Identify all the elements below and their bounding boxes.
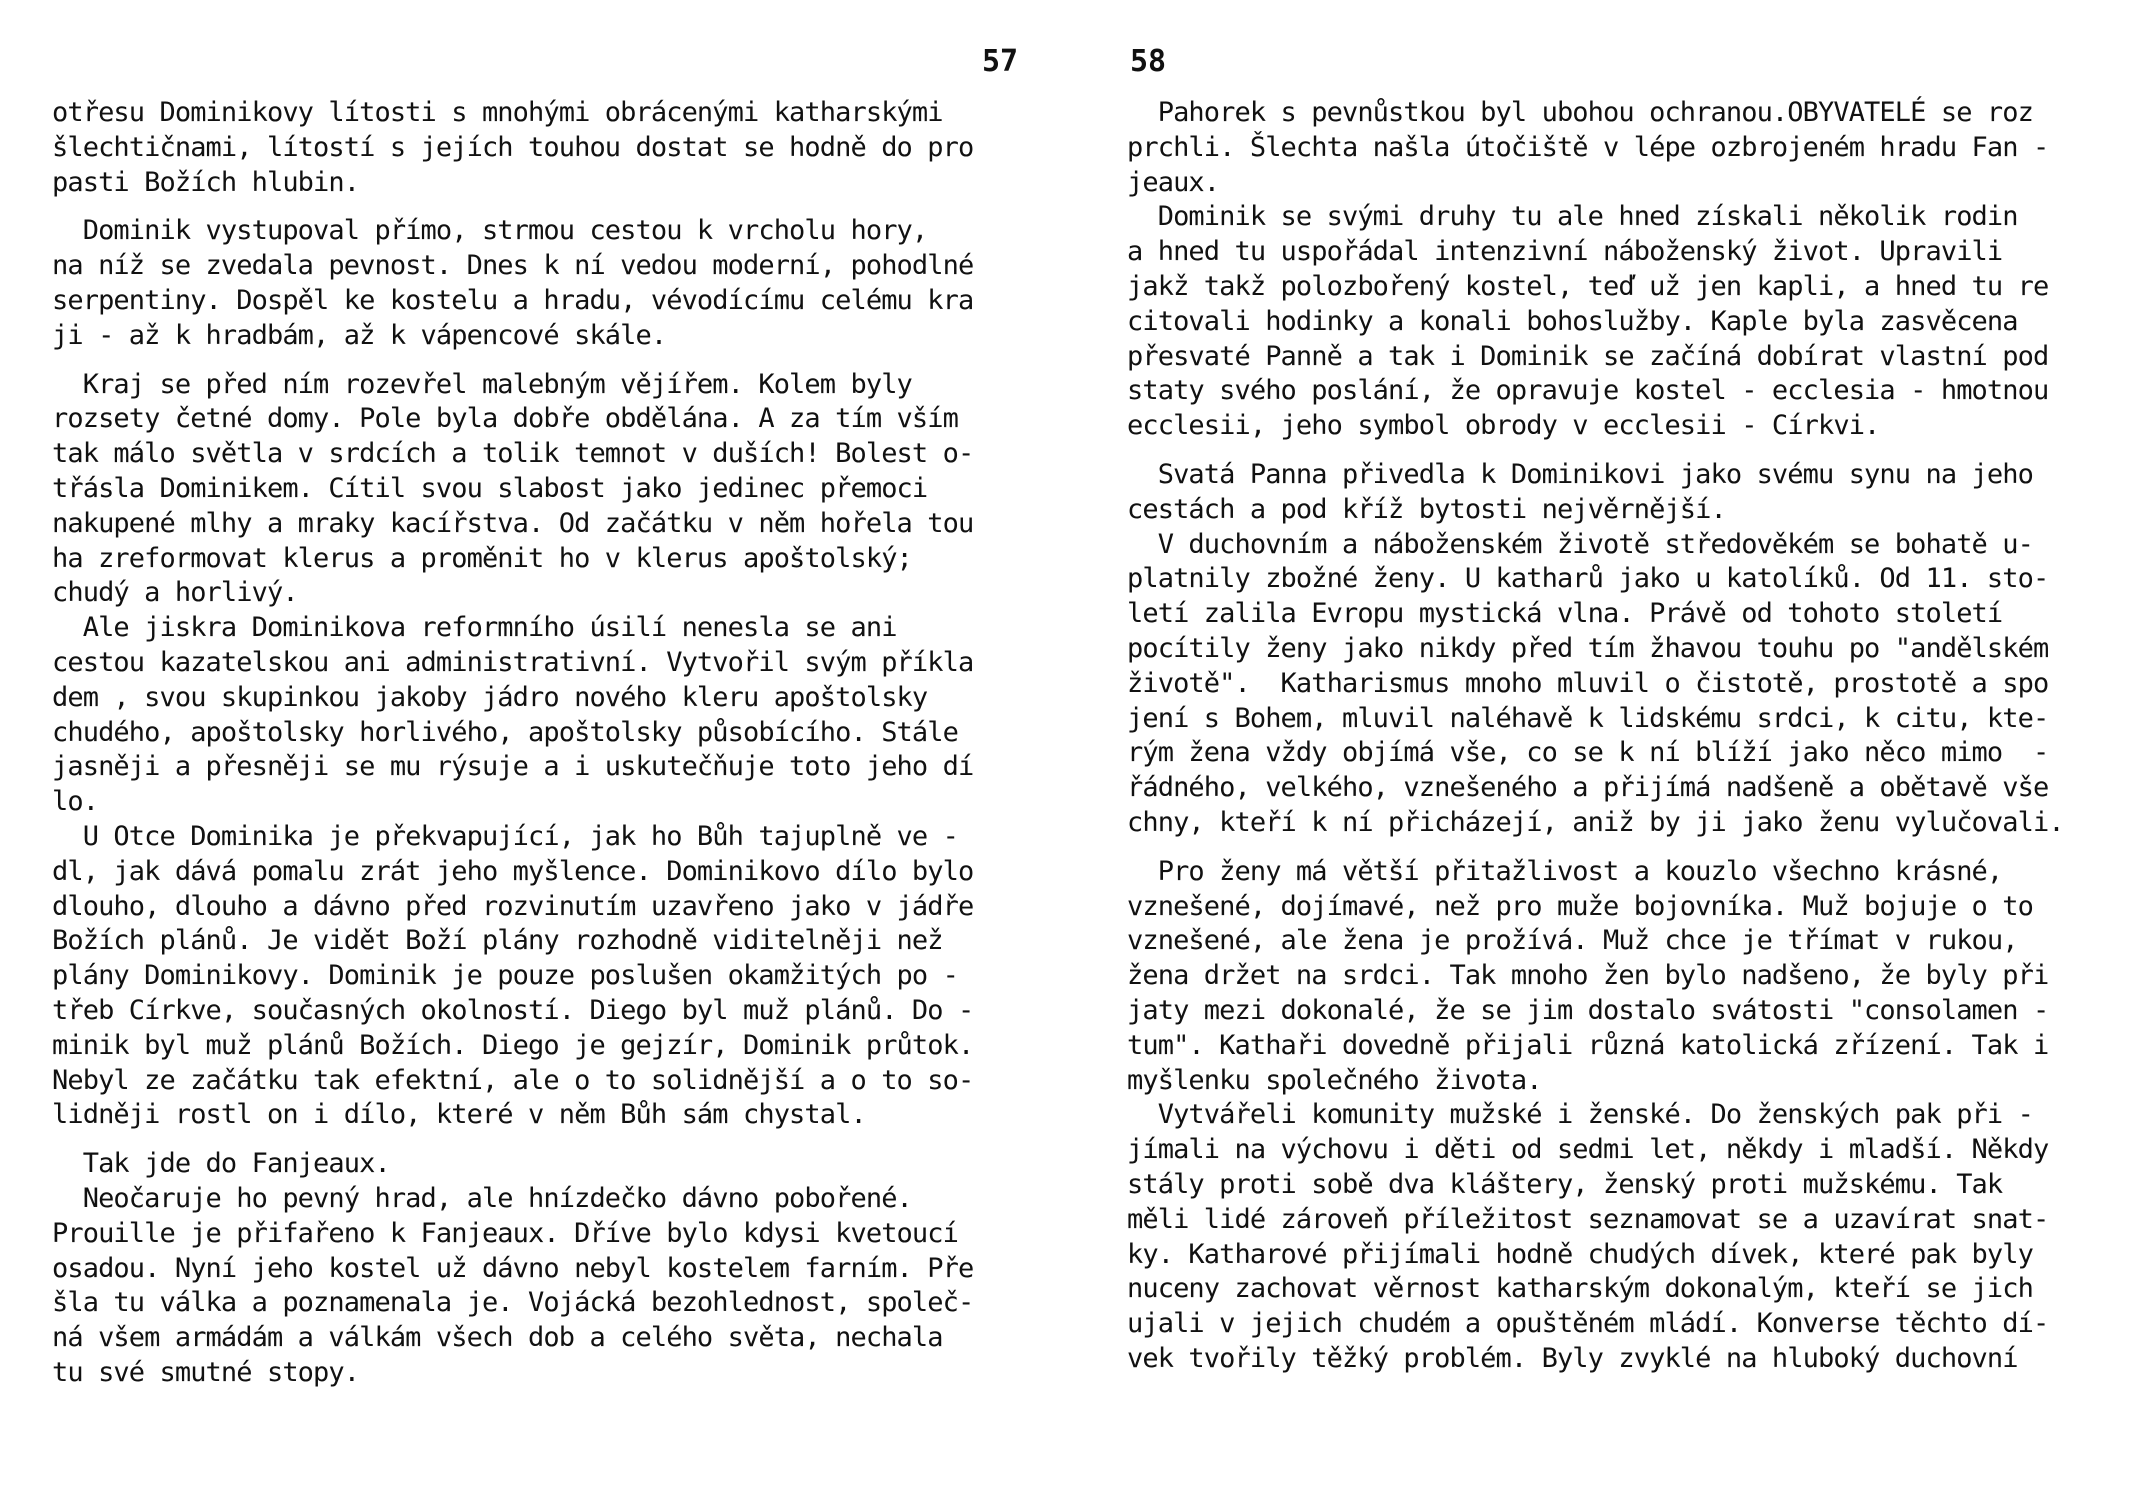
text-line: jaty mezi dokonalé, že se jim dostalo svátosti "consolamen - (1127, 994, 2049, 1026)
paragraph (1127, 96, 2067, 444)
text-line: nakupené mlhy a mraky kacířstva. Od začátku v něm hořela tou (52, 507, 974, 539)
text-line: Vytvářeli komunity mužské i ženské. Do ženských pak při - (1127, 1099, 2033, 1131)
paragraph (1127, 855, 2067, 1377)
text-line: Neočaruje ho pevný hrad, ale hnízdečko dávno pobořené. (52, 1182, 912, 1214)
paragraph (52, 214, 992, 353)
text-line: tu své smutné stopy. (52, 1356, 360, 1388)
text-line: Pro ženy má větší přitažlivost a kouzlo všechno krásné, (1127, 855, 2003, 887)
text-line: V duchovním a náboženském životě středověkém se bohatě u- (1127, 528, 2033, 560)
text-line: vznešené, ale žena je prožívá. Muž chce je třímat v rukou, (1127, 925, 2018, 957)
text-line: přesvaté Panně a tak i Dominik se začíná dobírat vlastní pod (1127, 340, 2049, 372)
text-line: U Otce Dominika je překvapující, jak ho Bůh tajuplně ve - (52, 820, 958, 852)
text-line: pocítily ženy jako nikdy před tím žhavou touhu po "andělském (1127, 632, 2049, 664)
paragraph (52, 368, 992, 1134)
text-line: Nebyl ze začátku tak efektní, ale o to solidnější a o to so- (52, 1064, 974, 1096)
text-line: Svatá Panna přivedla k Dominikovi jako svému synu na jeho (1127, 458, 2033, 490)
text-line: a hned tu uspořádal intenzivní náboženský život. Upravili (1127, 236, 2003, 268)
text-line: jímali na výchovu i děti od sedmi let, někdy i mladší. Někdy (1127, 1134, 2049, 1166)
text-line: Dominik se svými druhy tu ale hned získali několik rodin (1127, 201, 2018, 233)
text-line: ecclesii, jeho symbol obrody v ecclesii - Církvi. (1127, 410, 1880, 442)
text-line: jasněji a přesněji se mu rýsuje a i uskutečňuje toto jeho dí (52, 751, 974, 783)
text-line: dlouho, dlouho a dávno před rozvinutím uzavřeno jako v jádře (52, 890, 974, 922)
text-line: cestou kazatelskou ani administrativní. Vytvořil svým příkla (52, 646, 974, 678)
text-line: třásla Dominikem. Cítil svou slabost jako jedinec přemoci (52, 472, 928, 504)
text-line: žena držet na srdci. Tak mnoho žen bylo nadšeno, že byly při (1127, 960, 2049, 992)
right-page (1065, 0, 2130, 1500)
paragraph (52, 1147, 992, 1391)
text-line: plány Dominikovy. Dominik je pouze poslušen okamžitých po - (52, 960, 958, 992)
text-line: vek tvořily těžký problém. Byly zvyklé na hluboký duchovní (1127, 1342, 2018, 1374)
text-line: tak málo světla v srdcích a tolik temnot v duších! Bolest o- (52, 438, 974, 470)
text-line: Ale jiskra Dominikova reformního úsilí nenesla se ani (52, 612, 897, 644)
text-line: ha zreformovat klerus a proměnit ho v klerus apoštolský; (52, 542, 912, 574)
paragraph-gap (52, 1133, 992, 1147)
text-line: chny, kteří k ní přicházejí, aniž by ji jako ženu vylučovali. (1127, 806, 2064, 838)
paragraph-gap (1127, 444, 2067, 458)
text-line: osadou. Nyní jeho kostel už dávno nebyl kostelem farním. Pře (52, 1252, 974, 1284)
text-line: životě". Katharismus mnoho mluvil o čistotě, prostotě a spo (1127, 667, 2049, 699)
text-line: chudý a horlivý. (52, 577, 298, 609)
text-line: šla tu válka a poznamenala je. Vojácká bezohlednost, společ- (52, 1287, 974, 1319)
text-line: platnily zbožné ženy. U katharů jako u katolíků. Od 11. sto- (1127, 563, 2049, 595)
text-line: Kraj se před ním rozevřel malebným vějířem. Kolem byly (52, 368, 912, 400)
text-line: řádného, velkého, vznešeného a přijímá nadšeně a obětavě vše (1127, 772, 2049, 804)
text-line: minik byl muž plánů Božích. Diego je gejzír, Dominik průtok. (52, 1029, 974, 1061)
paragraph-gap (52, 200, 992, 214)
text-line: Božích plánů. Je vidět Boží plány rozhodně viditelněji než (52, 925, 943, 957)
text-line: otřesu Dominikovy lítosti s mnohými obrácenými katharskými (52, 97, 943, 128)
right-page-text (1127, 96, 2067, 1377)
text-line: Prouille je přifařeno k Fanjeaux. Dříve bylo kdysi kvetoucí (52, 1217, 958, 1249)
text-line: vznešené, dojímavé, než pro muže bojovníka. Muž bojuje o to (1127, 890, 2033, 922)
text-line: šlechtičnami, lítostí s jejích touhou dostat se hodně do pro (52, 131, 974, 163)
text-line: měli lidé zároveň příležitost seznamovat se a uzavírat snat- (1127, 1203, 2049, 1235)
text-line: letí zalila Evropu mystická vlna. Právě od tohoto století (1127, 598, 2003, 630)
text-line: serpentiny. Dospěl ke kostelu a hradu, vévodícímu celému kra (52, 284, 974, 316)
text-line: lidněji rostl on i dílo, které v něm Bůh sám chystal. (52, 1099, 866, 1131)
text-line: chudého, apoštolsky horlivého, apoštolsky působícího. Stále (52, 716, 958, 748)
text-line: ji - až k hradbám, až k vápencové skále. (52, 319, 667, 351)
text-line: rým žena vždy objímá vše, co se k ní blíží jako něco mimo - (1127, 737, 2049, 769)
text-line: ná všem armádám a válkám všech dob a celého světa, nechala (52, 1322, 943, 1354)
page-number-left: 57 (982, 44, 1019, 79)
text-line: stály proti sobě dva kláštery, ženský proti mužskému. Tak (1127, 1168, 2003, 1200)
text-line: staty svého poslání, že opravuje kostel - ecclesia - hmotnou (1127, 375, 2049, 407)
text-line: Tak jde do Fanjeaux. (52, 1148, 390, 1180)
text-line: citovali hodinky a konali bohoslužby. Kaple byla zasvěcena (1127, 305, 2018, 337)
text-line: jeaux. (1127, 166, 1220, 198)
text-line: ky. Katharové přijímali hodně chudých dívek, které pak byly (1127, 1238, 2033, 1270)
text-line: tum". Kathaři dovedně přijali různá katolická zřízení. Tak i (1127, 1029, 2049, 1061)
text-line: dem , svou skupinkou jakoby jádro nového kleru apoštolsky (52, 681, 928, 713)
text-line: Dominik vystupoval přímo, strmou cestou k vrcholu hory, (52, 215, 928, 247)
paragraph (52, 96, 992, 200)
text-line: prchli. Šlechta našla útočiště v lépe ozbrojeném hradu Fan - (1127, 131, 2049, 163)
text-line: lo. (52, 786, 99, 818)
left-page-text (52, 96, 992, 1391)
text-line: ujali v jejich chudém a opuštěném mládí. Konverse těchto dí- (1127, 1308, 2049, 1340)
paragraph (1127, 458, 2067, 841)
text-line: jení s Bohem, mluvil naléhavě k lidskému srdci, k citu, kte- (1127, 702, 2049, 734)
paragraph-gap (1127, 841, 2067, 855)
text-line: cestách a pod kříž bytosti nejvěrnější. (1127, 493, 1726, 525)
text-line: dl, jak dává pomalu zrát jeho myšlence. Dominikovo dílo bylo (52, 855, 974, 887)
text-line: třeb Církve, současných okolností. Diego byl muž plánů. Do - (52, 994, 974, 1026)
paragraph-gap (52, 354, 992, 368)
text-line: rozsety četné domy. Pole byla dobře obdělána. A za tím vším (52, 403, 958, 435)
text-line: myšlenku společného života. (1127, 1064, 1542, 1096)
text-line: nuceny zachovat věrnost katharským dokonalým, kteří se jich (1127, 1273, 2033, 1305)
text-line: Pahorek s pevnůstkou byl ubohou ochranou.OBYVATELÉ se roz (1127, 97, 2033, 128)
text-line: pasti Božích hlubin. (52, 166, 360, 198)
text-line: jakž takž polozbořený kostel, teď už jen kapli, a hned tu re (1127, 270, 2049, 302)
text-line: na níž se zvedala pevnost. Dnes k ní vedou moderní, pohodlné (52, 250, 974, 282)
page-number-right: 58 (1130, 44, 1167, 79)
